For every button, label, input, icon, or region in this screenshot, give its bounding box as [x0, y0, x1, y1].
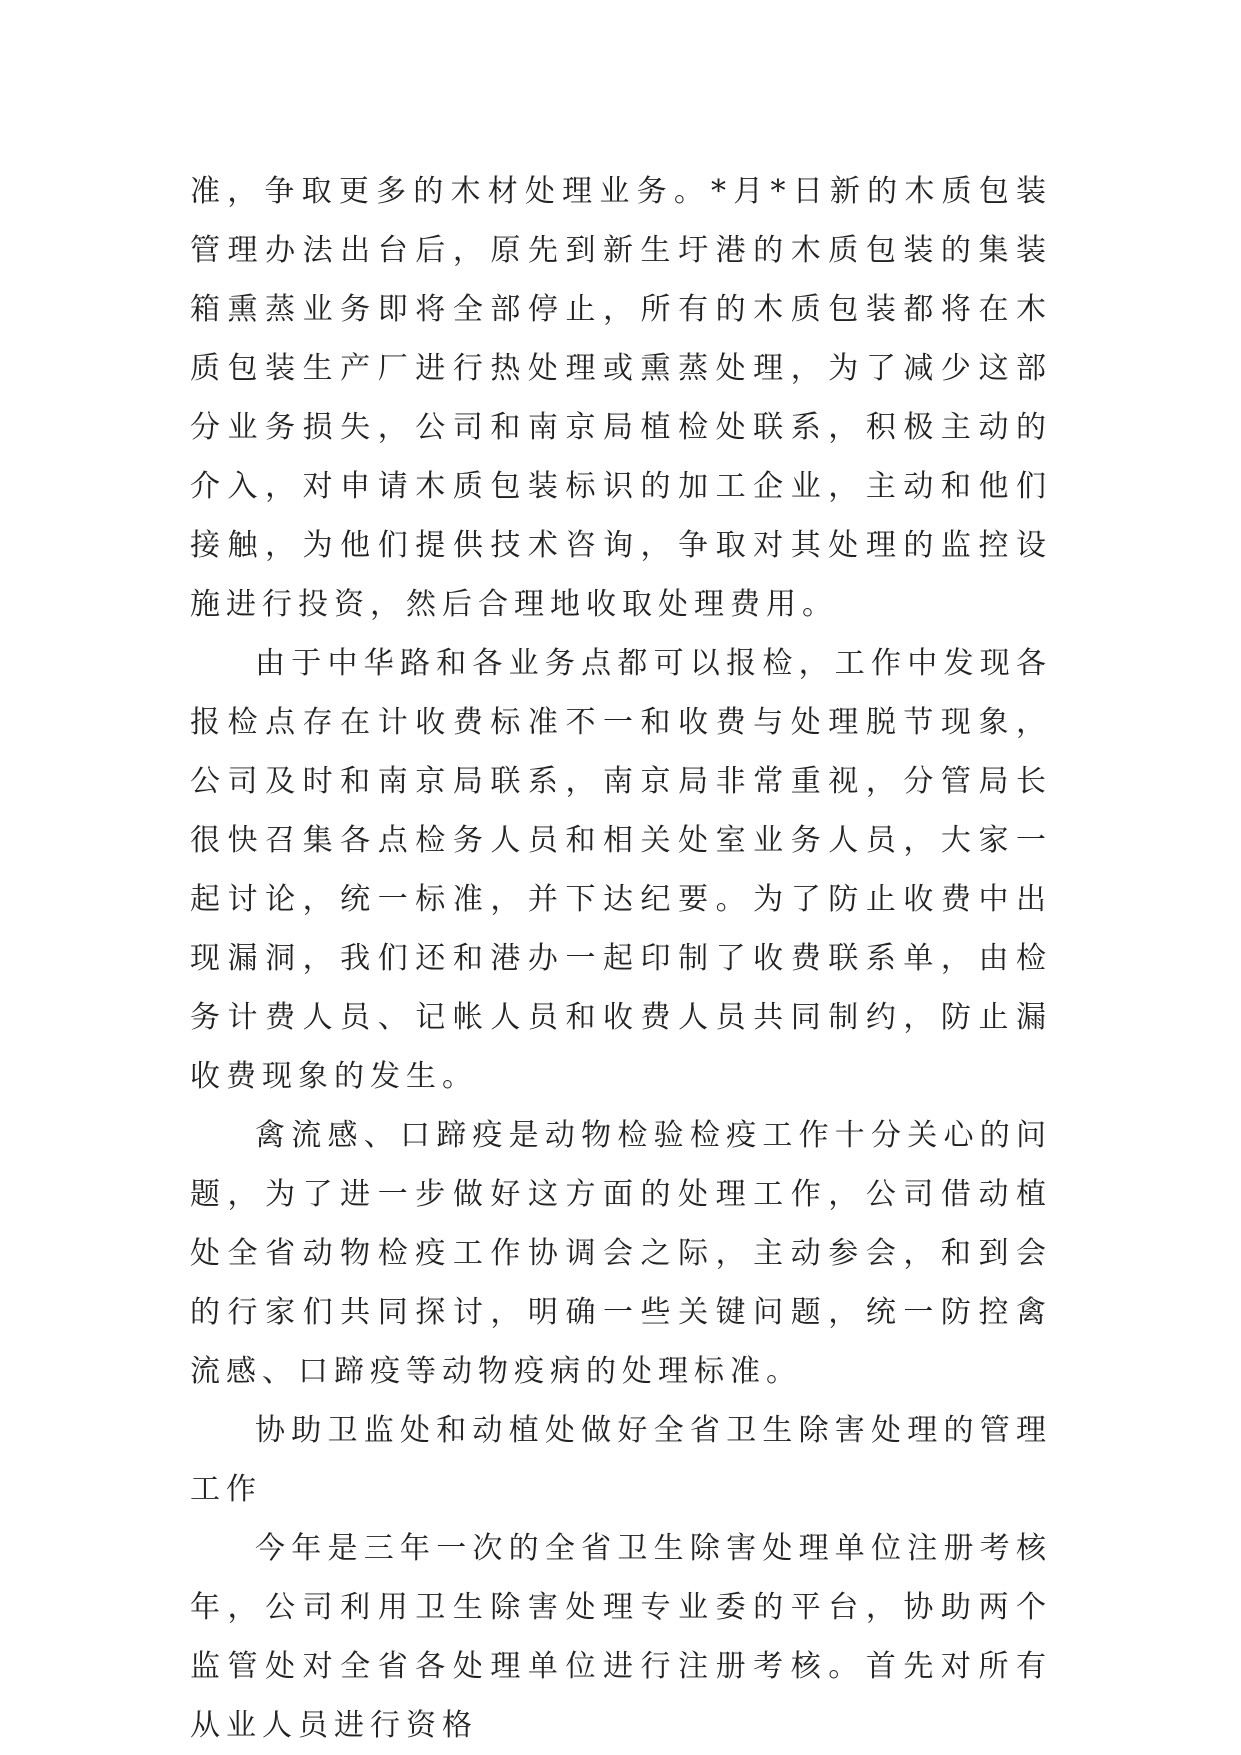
paragraph-3: 禽流感、口蹄疫是动物检验检疫工作十分关心的问题，为了进一步做好这方面的处理工作，公司借动植处全省动物检疫工作协调会之际，主动参会，和到会的行家们共同探讨，明确一些关键问题，统一防控禽流感、口蹄疫等动物疫病的处理标准。 — [190, 1118, 1052, 1389]
paragraph-2: 由于中华路和各业务点都可以报检，工作中发现各报检点存在计收费标准不一和收费与处理脱节现象，公司及时和南京局联系，南京局非常重视，分管局长很快召集各点检务人员和相关处室业务人员，大家一起讨论，统一标准，并下达纪要。为了防止收费中出现漏洞，我们还和港办一起印制了收费联系单，由检务计费人员、记帐人员和收费人员共同制约，防止漏收费现象的发生。 — [190, 646, 1052, 1094]
paragraph-4: 今年是三年一次的全省卫生除害处理单位注册考核年，公司利用卫生除害处理专业委的平台，协助两个监管处对全省各处理单位进行注册考核。首先对所有从业人员进行资格 — [190, 1531, 1052, 1743]
section-heading: 协助卫监处和动植处做好全省卫生除害处理的管理工作 — [190, 1413, 1052, 1507]
document-body — [190, 162, 1052, 1755]
paragraph-1: 准，争取更多的木材处理业务。*月*日新的木质包装管理办法出台后，原先到新生圩港的木质包装的集装箱熏蒸业务即将全部停止，所有的木质包装都将在木质包装生产厂进行热处理或熏蒸处理，为了减少这部分业务损失，公司和南京局植检处联系，积极主动的介入，对申请木质包装标识的加工企业，主动和他们接触，为他们提供技术咨询，争取对其处理的监控设施进行投资，然后合理地收取处理费用。 — [190, 174, 1052, 622]
